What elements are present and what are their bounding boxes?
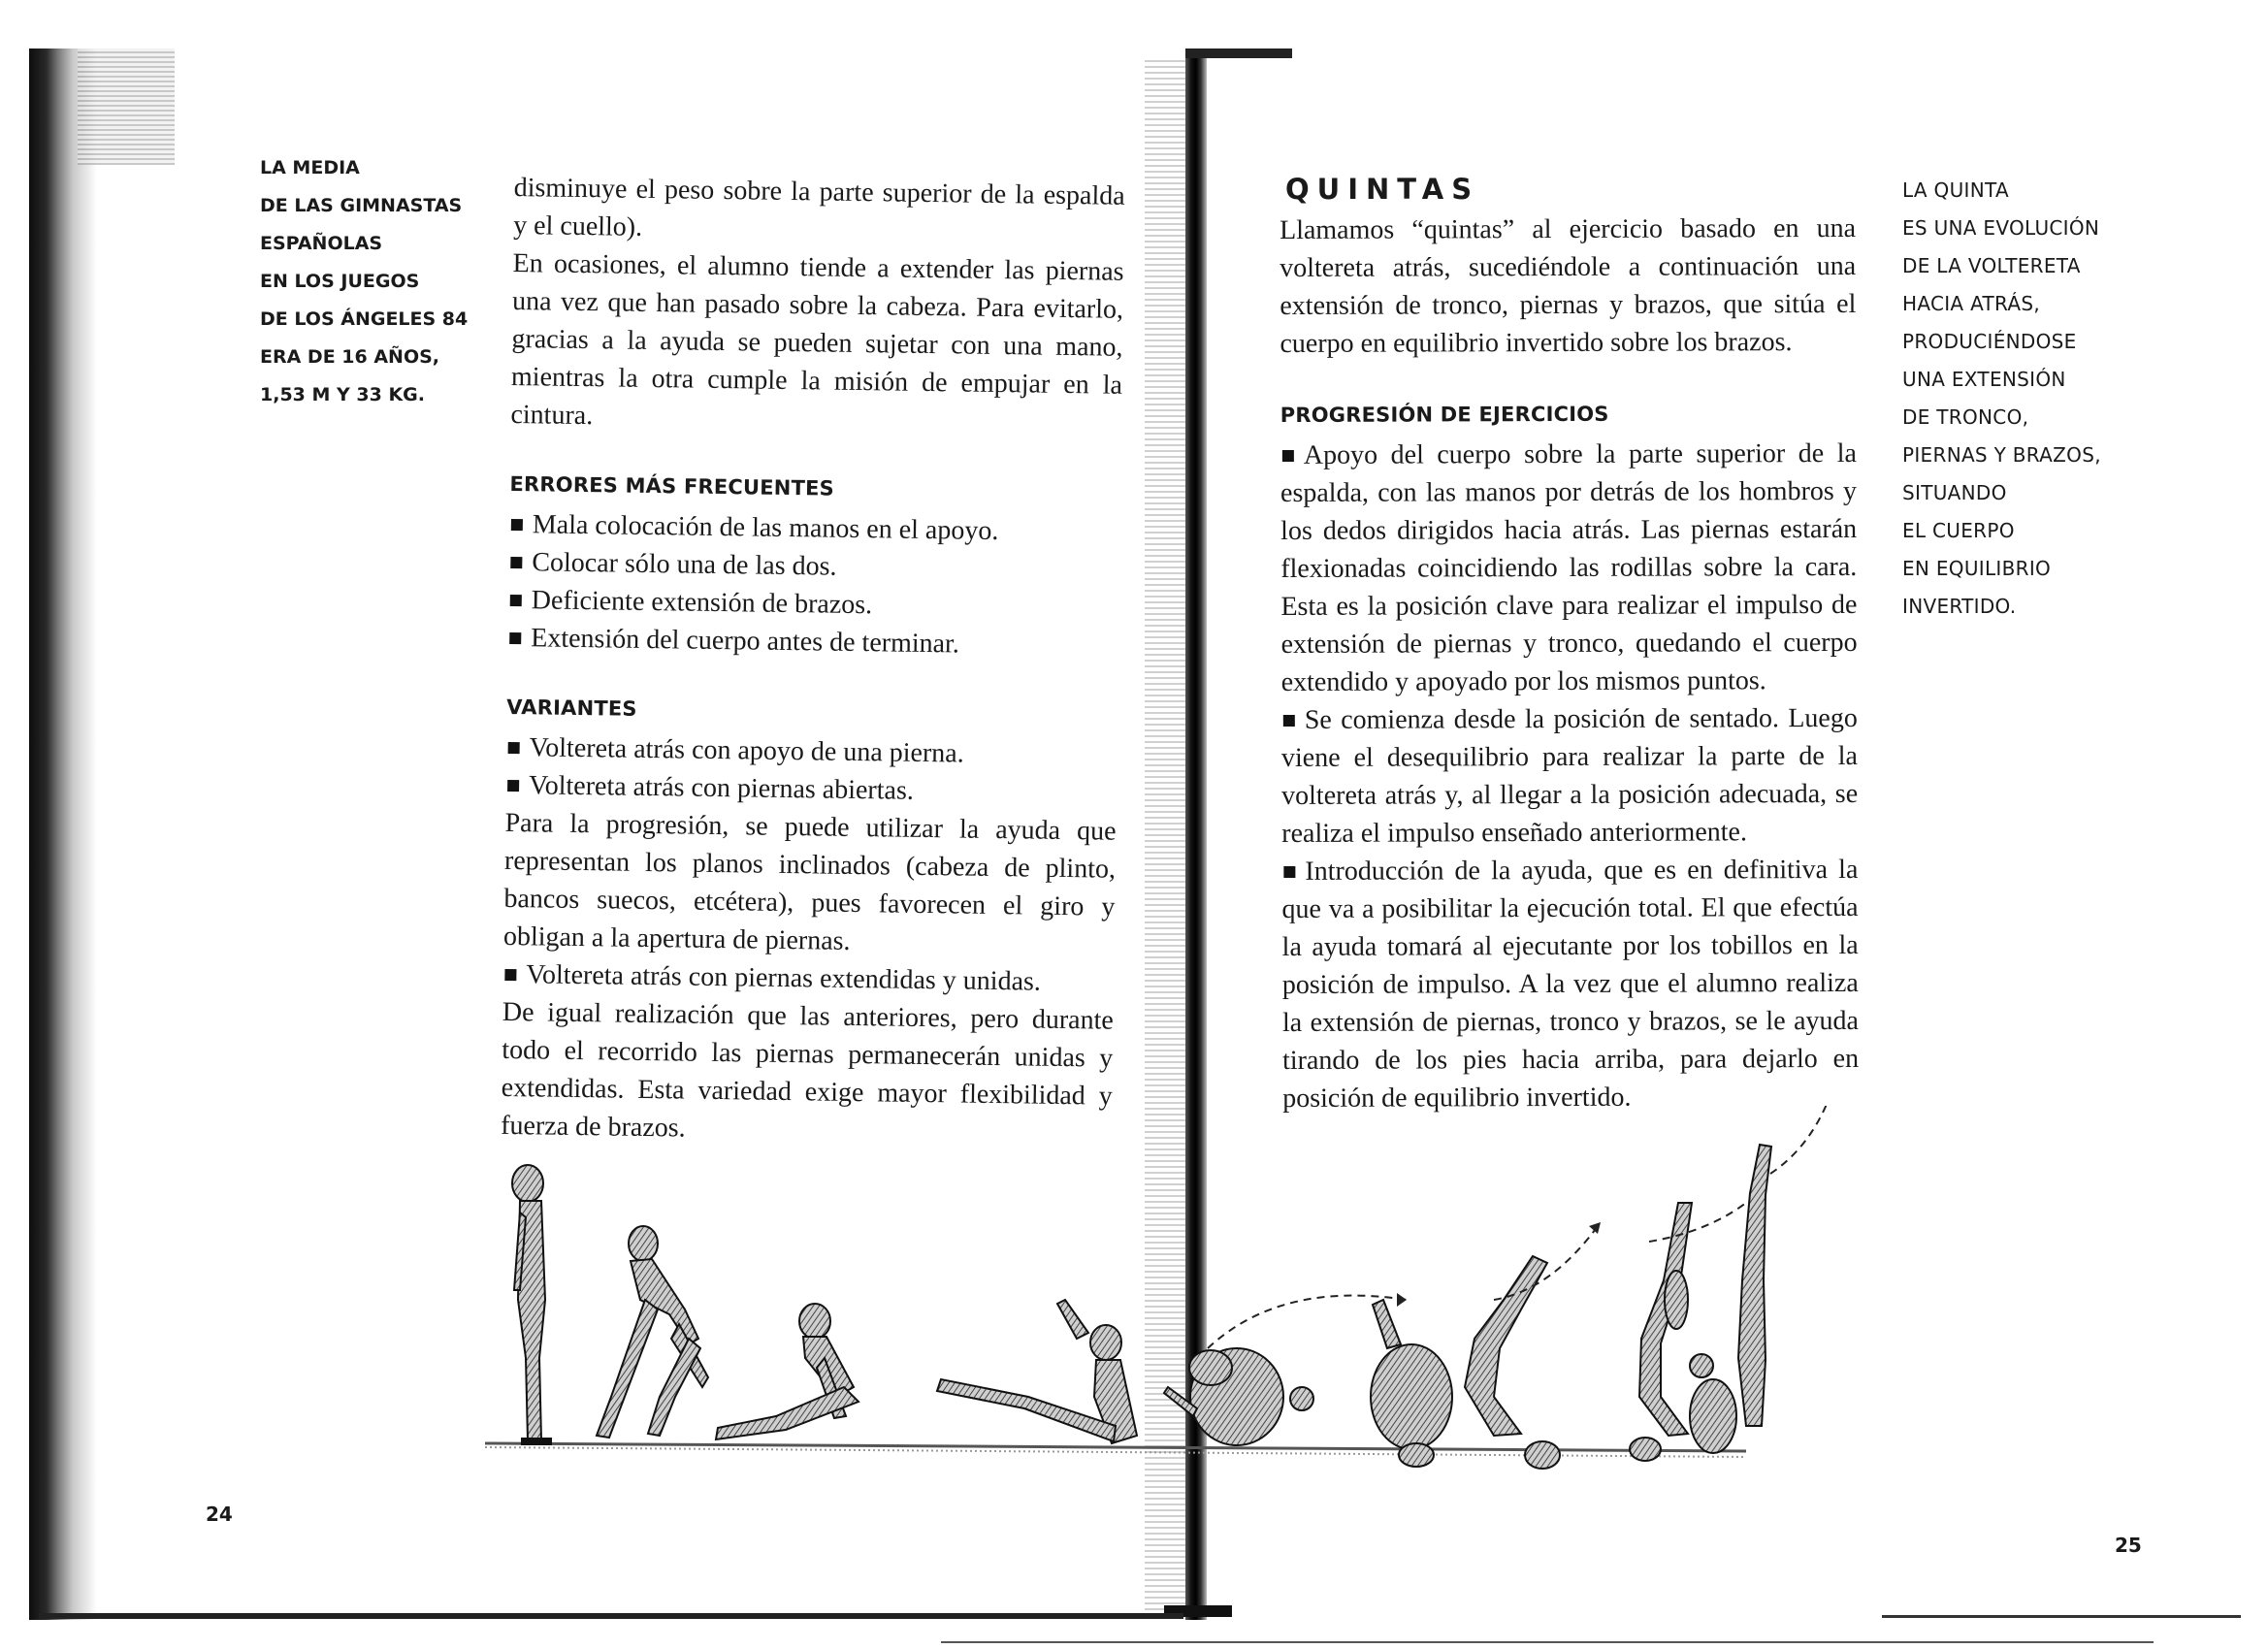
page-number-right: 25 [2115,1534,2142,1557]
sidebar-line: DE TRONCO, [1902,405,2029,429]
error-item: Deficiente extensión de brazos. [508,581,1119,628]
gymnast-figure-handstand [1690,1145,1771,1453]
page-bottom-edge-left [39,1613,1183,1619]
gymnast-sequence-illustration [485,1106,1921,1513]
gymnast-figure-back-roll [1371,1300,1452,1467]
sidebar-line: EN LOS JUEGOS [260,271,420,292]
gymnast-figure-extension-start [1465,1256,1560,1469]
variant-item: Voltereta atrás con piernas abiertas. [505,766,1117,813]
gymnast-figure-tuck-roll [1164,1348,1313,1445]
variants-heading: VARIANTES [506,695,637,721]
page-number-left: 24 [206,1503,233,1526]
sidebar-line: PIERNAS Y BRAZOS, [1902,443,2101,467]
sidebar-line: DE LAS GIMNASTAS [260,195,463,216]
sidebar-line: INVERTIDO. [1902,595,2017,618]
right-text-column [1280,210,1859,1117]
right-sidebar-note [1902,172,2145,626]
left-text-column [501,169,1125,1153]
sidebar-line: PRODUCIÉNDOSE [1902,330,2077,353]
paragraph: Para la progresión, se puede utilizar la ayuda que representan los planos inclinados (cabeza de plinto, bancos suecos, etcétera), pues favorecen el giro y obligan a la apertura de piernas. [502,807,1117,956]
sidebar-line: ES UNA EVOLUCIÓN [1902,216,2100,240]
gymnast-figure-rolling-back [937,1300,1137,1443]
error-item: Extensión del cuerpo antes de terminar. [507,619,1118,665]
error-item: Mala colocación de las manos en el apoyo. [509,505,1120,552]
step-item: Se comienza desde la posición de sentado. Luego viene el desequilibrio para realizar la parte de la voltereta atrás y, al llegar a la posición adecuada, se realiza el impulso enseñado anteriormente. [1281,699,1859,853]
page-bottom-edge-right [1882,1615,2241,1618]
paragraph: De igual realización que las anteriores, pero durante todo el recorrido las piernas permanecerán unidas y extendidas. Esta variedad exige mayor flexibilidad y fuerza de brazos. [501,996,1115,1144]
sidebar-line: SITUANDO [1902,481,2007,504]
left-sidebar-note [260,149,483,414]
gymnast-sequence-svg [485,1106,1921,1513]
sidebar-line: ERA DE 16 AÑOS, [260,346,440,368]
sidebar-line: 1,53 M Y 33 KG. [260,384,425,405]
sidebar-line: EN EQUILIBRIO [1902,557,2052,580]
sidebar-line: HACIA ATRÁS, [1902,292,2041,315]
error-item: Colocar sólo una de las dos. [508,543,1119,590]
gymnast-figure-sitting [716,1304,859,1439]
variant-item: Voltereta atrás con apoyo de una pierna. [505,728,1117,775]
scan-bottom-line [941,1641,2154,1643]
step-item: Introducción de la ayuda, que es en definitiva la que va a posibilitar la ejecución total. El que efectúa la ayuda tomará al ejecutante por los tobillos en la posición de impulso. A la vez que el alumno realiza la extensión de piernas, tronco y brazos, se le ayuda tirando de los pies hacia arriba, para dejarlo en posición de equilibrio invertido. [1281,851,1859,1117]
gymnast-figure-pike [1630,1203,1692,1461]
sidebar-line: UNA EXTENSIÓN [1902,368,2066,391]
step-item: Apoyo del cuerpo sobre la parte superior de la espalda, con las manos por detrás de los hombros y los dedos dirigidos hacia atrás. Las piernas estarán flexionadas coincidiendo las rodillas sobre la cara. Esta es la posición clave para realizar el impulso de extensión de piernas y tronco, quedando el cuerpo extendido y apoyado por los mismos puntos. [1280,435,1858,701]
gymnast-figure-crouch [597,1226,708,1438]
sidebar-line: ESPAÑOLAS [260,233,383,254]
progression-heading: PROGRESIÓN DE EJERCICIOS [1280,402,1609,427]
sidebar-line: DE LA VOLTERETA [1902,254,2081,277]
gutter-top-edge [1185,48,1292,58]
scan-noise-top [78,48,175,165]
sidebar-line: LA MEDIA [260,157,360,178]
scan-shadow-left [29,48,97,1620]
sidebar-line: EL CUERPO [1902,519,2015,542]
section-title: QUINTAS [1285,173,1480,206]
variant-item: Voltereta atrás con piernas extendidas y unidas. [502,955,1114,1002]
paragraph: En ocasiones, el alumno tiende a extender las piernas una vez que han pasado sobre la cabeza. Para evitarlo, gracias a la ayuda se pueden sujetar con una mano, mientras la otra cumple la misión de empujar en la cintura. [510,247,1124,432]
errors-heading: ERRORES MÁS FRECUENTES [509,471,835,501]
paragraph: disminuye el peso sobre la parte superior de la espalda y el cuello). [512,172,1125,242]
sidebar-line: DE LOS ÁNGELES 84 [260,308,469,330]
gymnast-figure-standing [512,1165,551,1444]
paragraph: Llamamos “quintas” al ejercicio basado en una voltereta atrás, sucediéndole a continuación una extensión de tronco, piernas y brazos, que sitúa el cuerpo en equilibrio invertido sobre los brazos. [1280,212,1857,359]
sidebar-line: LA QUINTA [1902,178,2009,202]
